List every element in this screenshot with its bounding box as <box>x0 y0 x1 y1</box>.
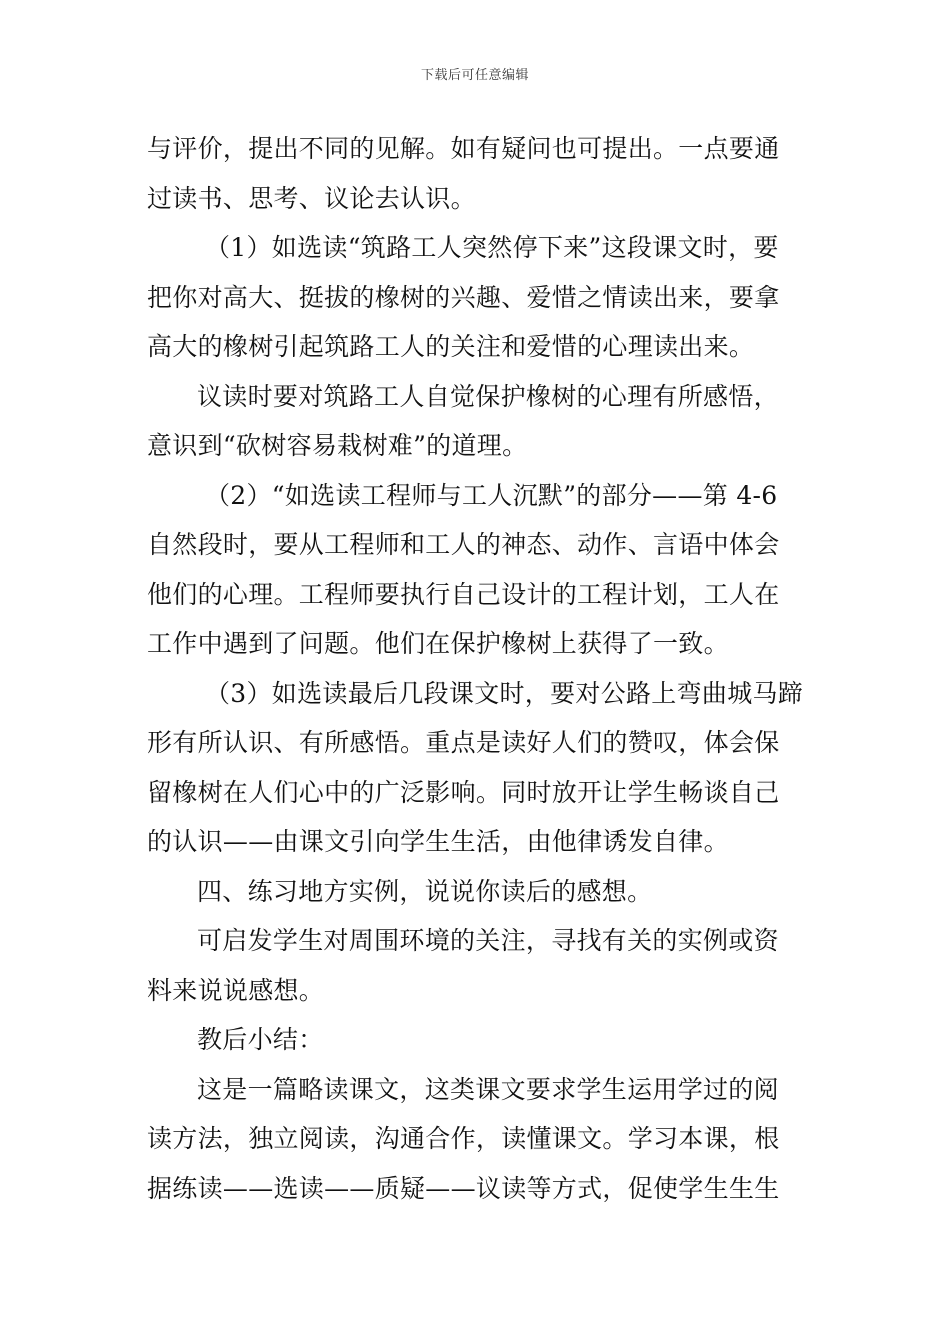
text-line: 把你对高大、挺拔的橡树的兴趣、爱惜之情读出来，要拿 <box>147 282 780 312</box>
text-line: 高大的橡树引起筑路工人的关注和爱惜的心理读出来。 <box>147 332 755 361</box>
text-line: 议读时要对筑路工人自觉保护橡树的心理有所感悟， <box>197 381 779 411</box>
text-line: 料来说说感想。 <box>147 975 325 1005</box>
text-line: （3）如选读最后几段课文时，要对公路上弯曲城马蹄 <box>205 678 804 708</box>
text-line: （1）如选读“筑路工人突然停下来”这段课文时，要 <box>205 233 779 262</box>
text-line: 留橡树在人们心中的广泛影响。同时放开让学生畅谈自己 <box>147 777 780 807</box>
section-heading: 四、练习地方实例，说说你读后的感想。 <box>197 876 653 906</box>
text-line: 这是一篇略读课文，这类课文要求学生运用学过的阅 <box>197 1074 779 1104</box>
text-line: 过读书、思考、议论去认识。 <box>147 183 476 213</box>
text-line: 意识到“砍树容易栽树难”的道理。 <box>147 431 528 460</box>
text-line: 形有所认识、有所感悟。重点是读好人们的赞叹，体会保 <box>147 728 780 757</box>
section-heading: 教后小结： <box>197 1025 324 1054</box>
text-line: 读方法，独立阅读，沟通合作，读懂课文。学习本课，根 <box>147 1124 780 1153</box>
text-line: 与评价，提出不同的见解。如有疑问也可提出。一点要通 <box>147 134 780 163</box>
text-line: 的认识——由课文引向学生生活，由他律诱发自律。 <box>147 827 729 856</box>
text-line: 他们的心理。工程师要执行自己设计的工程计划，工人在 <box>147 579 780 609</box>
text-line: 据练读——选读——质疑——议读等方式，促使学生生生 <box>147 1173 780 1203</box>
text-line: 自然段时，要从工程师和工人的神态、动作、言语中体会 <box>147 530 780 559</box>
text-line: 工作中遇到了问题。他们在保护橡树上获得了一致。 <box>147 629 729 658</box>
document-body <box>147 124 807 1213</box>
text-line: 可启发学生对周围环境的关注，寻找有关的实例或资 <box>197 926 779 955</box>
page-header-note: 下载后可任意编辑 <box>420 68 529 83</box>
text-line: （2）“如选读工程师与工人沉默”的部分——第 4-6 <box>205 480 778 510</box>
